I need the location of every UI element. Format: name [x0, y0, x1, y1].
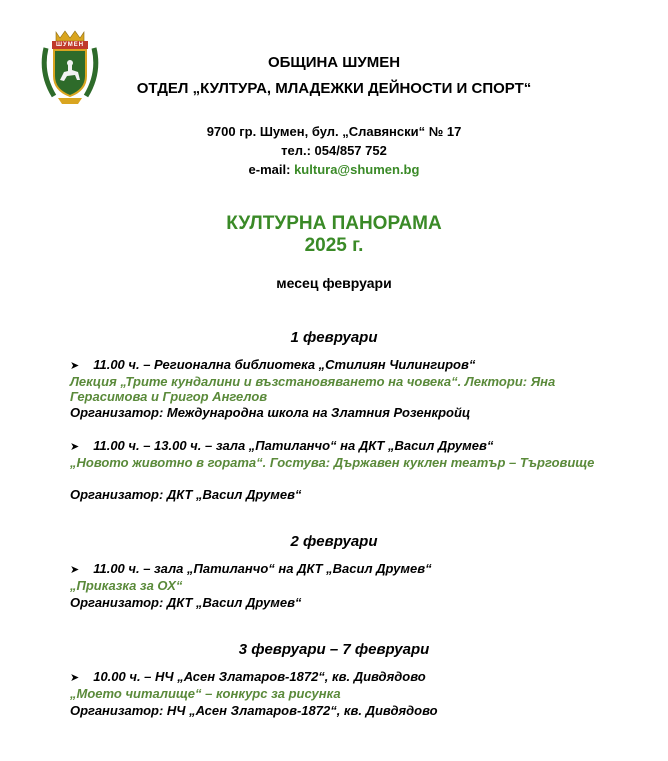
municipality-name: ОБЩИНА ШУМЕН	[267, 54, 401, 71]
event-organizer: Организатор: НЧ „Асен Златаров-1872“, кв. Дивдядово	[70, 703, 438, 718]
month-heading: месец февруари	[276, 275, 392, 291]
day-heading: 3 февруари – 7 февруари	[238, 641, 430, 658]
email-address[interactable]: kultura@shumen.bg	[294, 162, 420, 177]
event-description: „Моето читалище“ – конкурс за рисунка	[70, 686, 341, 701]
event-organizer: Организатор: ДКТ „Васил Друмев“	[70, 595, 302, 610]
department-name: ОТДЕЛ „КУЛТУРА, МЛАДЕЖКИ ДЕЙНОСТИ И СПОРТ“	[136, 80, 532, 97]
event-organizer: Организатор: ДКТ „Васил Друмев“	[70, 487, 302, 502]
arrow-bullet-icon: ➤	[70, 441, 80, 453]
event-description: Лекция „Трите кундалини и възстановяването на човека“. Лектори: Яна Герасимова и Григор Ангелов	[70, 374, 556, 404]
arrow-bullet-icon: ➤	[70, 360, 80, 372]
day-heading: 1 февруари	[290, 329, 378, 346]
event-time: ➤ 11.00 ч. – зала „Патиланчо“ на ДКТ „Васил Друмев“	[70, 561, 432, 576]
event-time: ➤ 10.00 ч. – НЧ „Асен Златаров-1872“, кв. Дивдядово	[70, 669, 426, 684]
address: 9700 гр. Шумен, бул. „Славянски“ № 17	[206, 124, 462, 139]
day-heading: 2 февруари	[290, 533, 378, 550]
document-year: 2025 г.	[304, 235, 364, 256]
crest-label: ШУМЕН	[55, 42, 85, 48]
phone: тел.: 054/857 752	[281, 143, 387, 158]
event-time: ➤ 11.00 ч. – Регионална библиотека „Стилиян Чилингиров“	[70, 357, 476, 372]
document-title: КУЛТУРНА ПАНОРАМА	[226, 213, 442, 234]
event-organizer: Организатор: Международна школа на Златния Розенкройц	[70, 405, 471, 420]
event-time: ➤ 11.00 ч. – 13.00 ч. – зала „Патиланчо“ на ДКТ „Васил Друмев“	[70, 438, 494, 453]
arrow-bullet-icon: ➤	[70, 672, 80, 684]
email-label: e-mail:	[248, 162, 291, 177]
arrow-bullet-icon: ➤	[70, 564, 80, 576]
event-description: „Приказка за ОХ“	[70, 578, 183, 593]
email-line	[0, 162, 668, 177]
event-description: „Новото животно в гората“. Гостува: Държавен куклен театър – Търговище	[70, 455, 595, 470]
